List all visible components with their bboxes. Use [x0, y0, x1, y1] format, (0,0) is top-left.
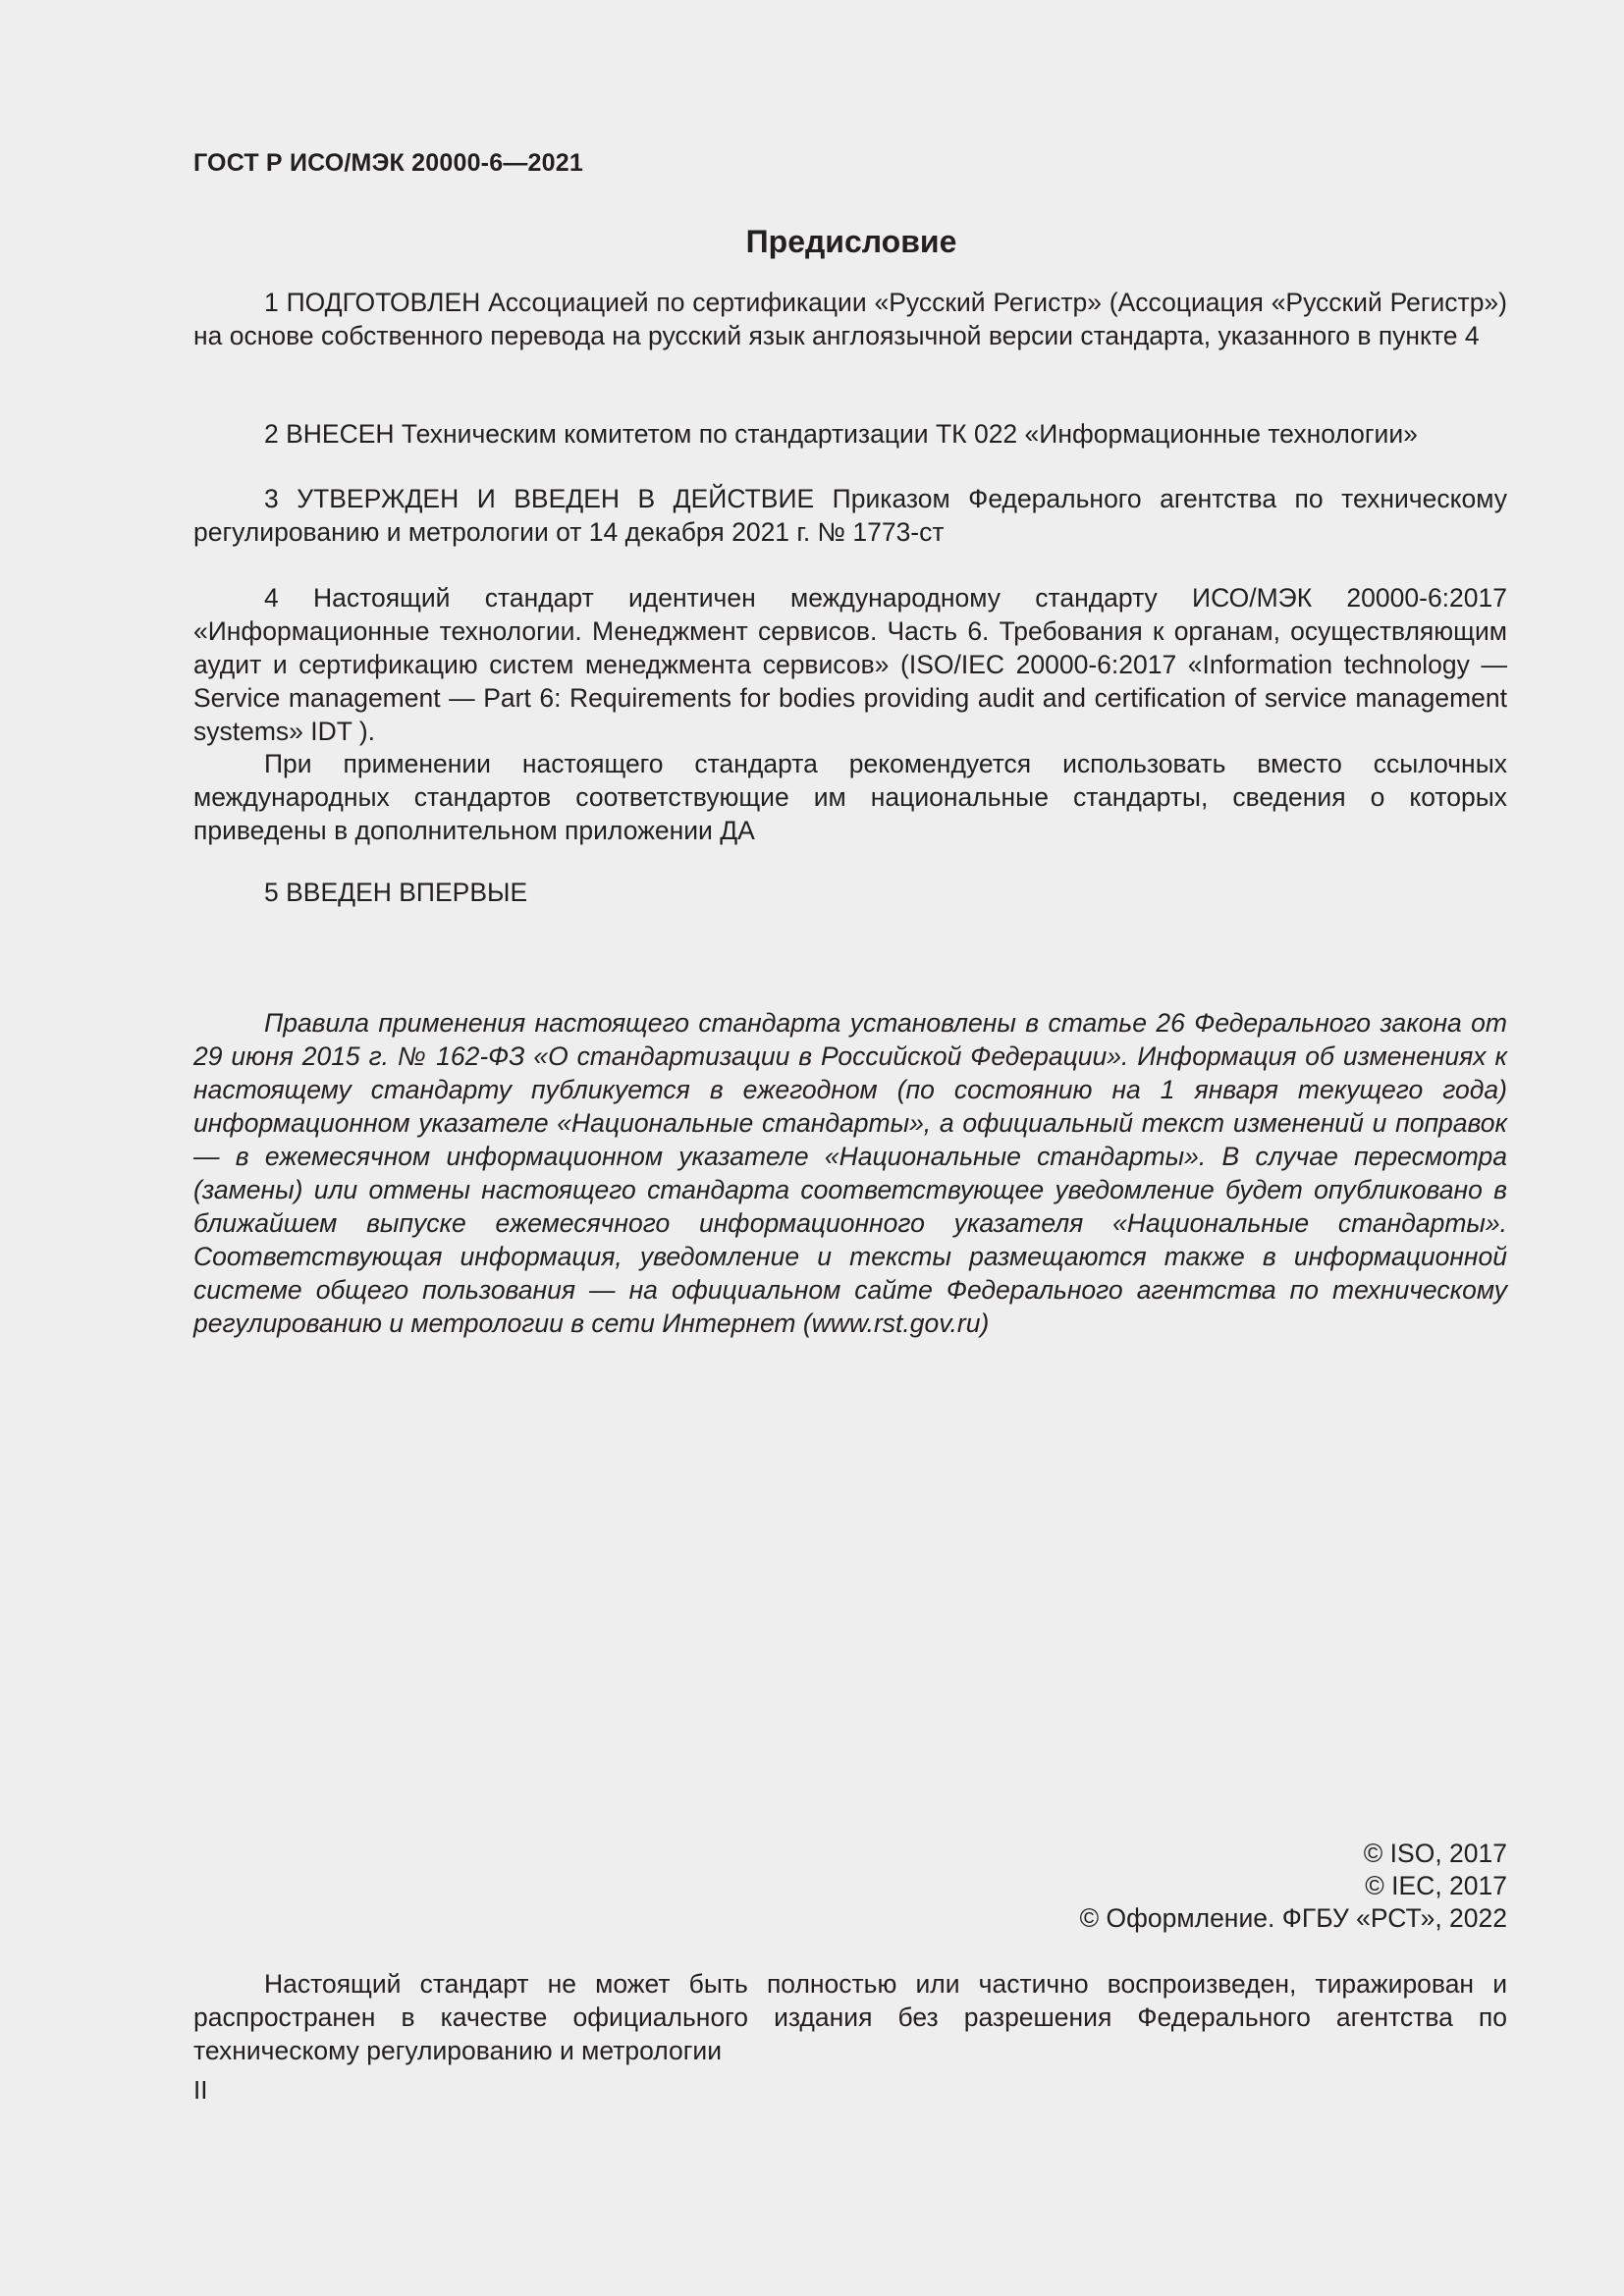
paragraph-introduced-first: 5 ВВЕДЕН ВПЕРВЫЕ — [264, 878, 528, 907]
page-title: Предисловие — [745, 224, 957, 259]
reproduction-notice: Настоящий стандарт не может быть полностью или частично воспроизведен, тиражирован и распространен в качестве официального издания без разрешения Федерального агентства по техническому регулированию и метрологии — [193, 1969, 1507, 2065]
copyright-iso: © ISO, 2017 — [1363, 1839, 1507, 1868]
paragraph-national-standards-note: При применении настоящего стандарта рекомендуется использовать вместо ссылочных международных стандартов соответствующие им национальные стандарты, сведения о которых приведены в дополнительном приложении ДА — [193, 749, 1507, 845]
copyright-block — [1080, 1838, 1507, 1935]
document-header: ГОСТ Р ИСО/МЭК 20000-6—2021 — [193, 149, 583, 177]
page-number: II — [193, 2075, 208, 2105]
paragraph-prepared-by: 1 ПОДГОТОВЛЕН Ассоциацией по сертификации «Русский Регистр» (Ассоциация «Русский Регистр») на основе собственного перевода на русский язык англоязычной версии стандарта, указанного в пункте 4 — [193, 288, 1507, 350]
paragraph-approved: 3 УТВЕРЖДЕН И ВВЕДЕН В ДЕЙСТВИЕ Приказом Федерального агентства по техническому регулированию и метрологии от 14 декабря 2021 г. № 1773-ст — [193, 484, 1507, 547]
copyright-iec: © IEC, 2017 — [1365, 1871, 1507, 1900]
rules-of-application-note: Правила применения настоящего стандарта установлены в статье 26 Федерального закона от 29 июня 2015 г. № 162-ФЗ «О стандартизации в Российской Федерации». Информация об изменениях к настоящему стандарту публикуется в ежегодном (по состоянию на 1 января текущего года) информационном указателе «Национальные стандарты», а официальный текст изменений и поправок — в ежемесячном информационном указателе «Национальные стандарты». В случае пересмотра (замены) или отмены настоящего стандарта соответствующее уведомление будет опубликовано в ближайшем выпуске ежемесячного информационного указателя «Национальные стандарты». Соответствующая информация, уведомление и тексты размещаются также в информационной системе общего пользования — на официальном сайте Федерального агентства по техническому регулированию и метрологии в сети Интернет (www.rst.gov.ru) — [193, 1008, 1507, 1338]
copyright-design: © Оформление. ФГБУ «РСТ», 2022 — [1079, 1903, 1507, 1933]
paragraph-submitted-by: 2 ВНЕСЕН Техническим комитетом по стандартизации ТК 022 «Информационные технологии» — [264, 419, 1418, 449]
paragraph-identical-standard: 4 Настоящий стандарт идентичен международному стандарту ИСО/МЭК 20000-6:2017 «Информационные технологии. Менеджмент сервисов. Часть 6. Требования к органам, осуществляющим аудит и сертификацию систем менеджмента сервисов» (ISO/IEC 20000-6:2017 «Information technology — Service management — Part 6: Requirements for bodies providing audit and certification of service management systems» IDT ). — [193, 583, 1507, 746]
